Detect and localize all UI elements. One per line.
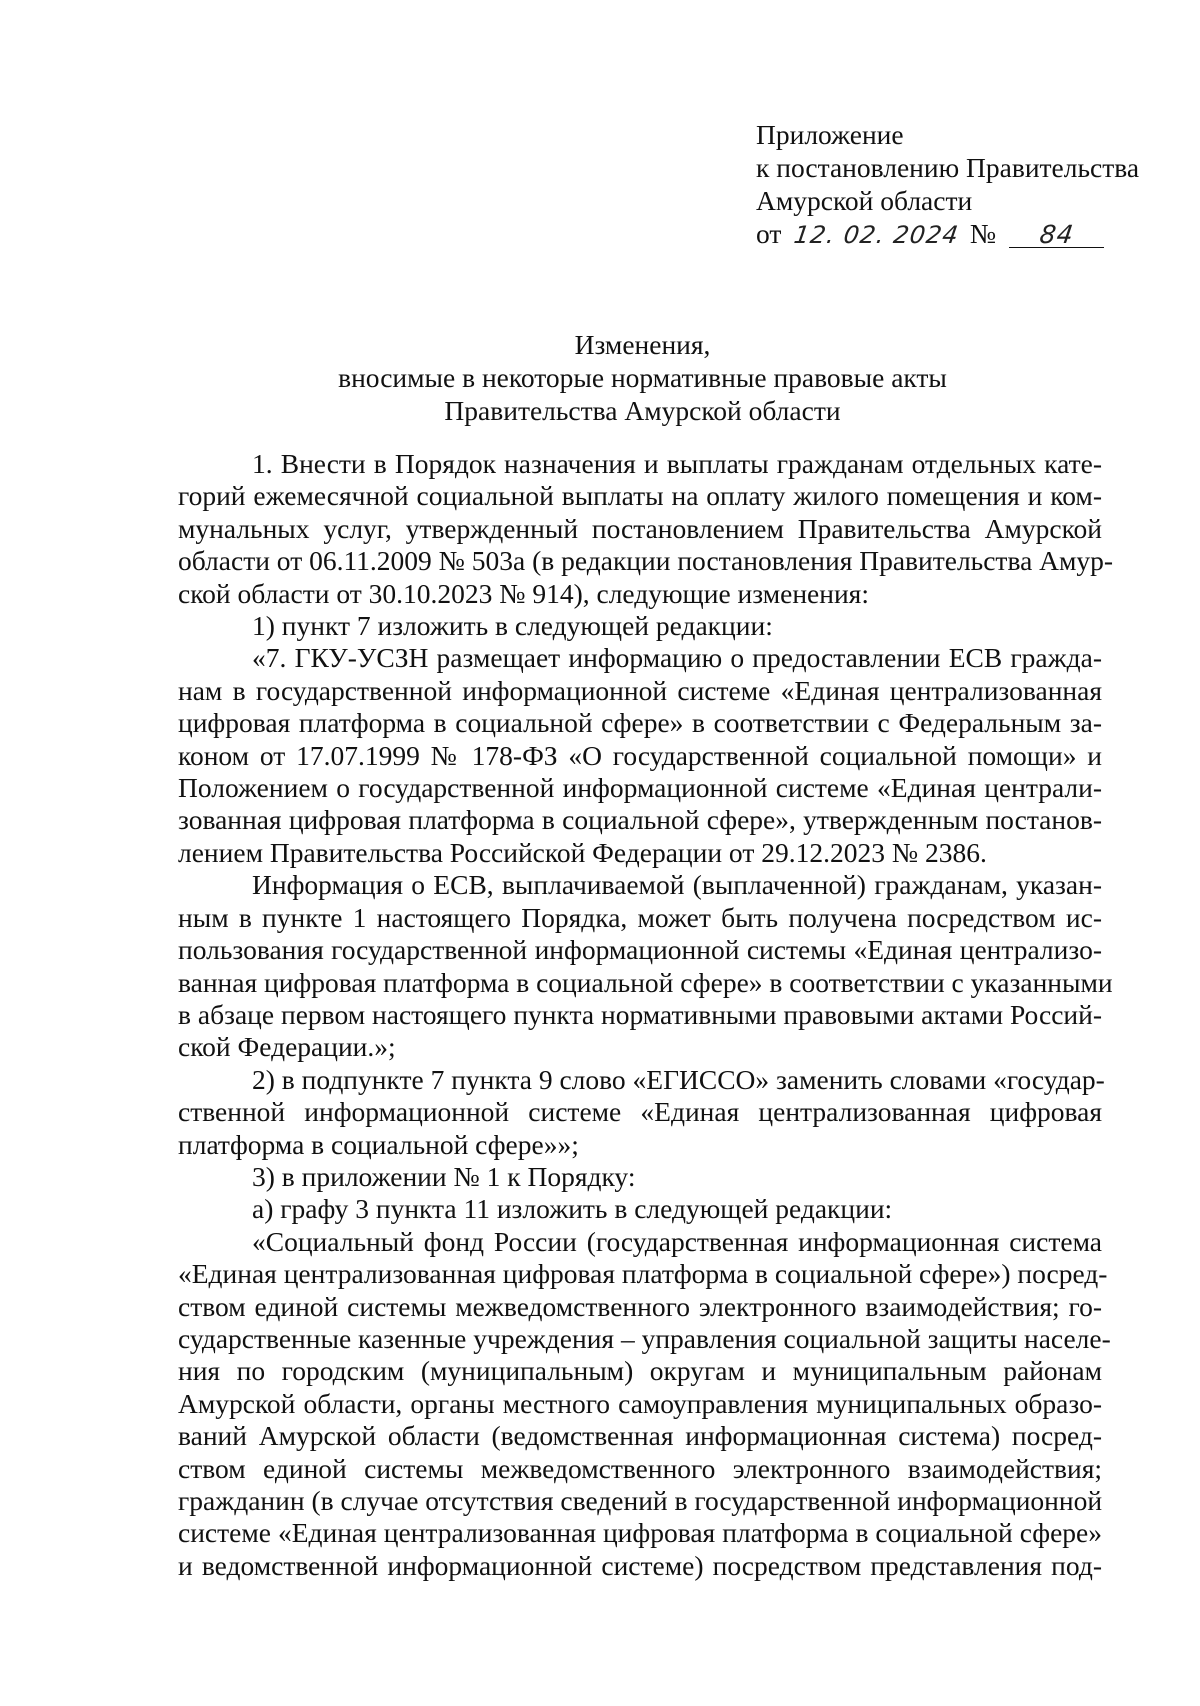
appendix-resolution-line: к постановлению Правительства	[756, 152, 1140, 183]
body-line: ванная цифровая платформа в социальной сфере» в соответствии с указанными	[178, 966, 1113, 998]
body-line: ством единой системы межведомственного электронного взаимодействия;	[178, 1452, 1102, 1484]
body-line: ской области от 30.10.2023 № 914), следующие изменения:	[178, 577, 869, 609]
body-line: ния по городским (муниципальным) округам и муниципальным районам	[178, 1355, 1102, 1387]
handwritten-number: 84	[1037, 220, 1076, 249]
body-line: мунальных услуг, утвержденный постановлением Правительства Амурской	[178, 512, 1102, 544]
body-line: ской Федерации.»;	[178, 1031, 396, 1063]
body-line: нам в государственной информационной системе «Единая централизованная	[178, 674, 1102, 706]
body-line: Информация о ЕСВ, выплачиваемой (выплаченной) гражданам, указан-	[252, 869, 1102, 901]
body-line: 1. Внести в Порядок назначения и выплаты гражданам отдельных кате-	[252, 448, 1102, 479]
body-line: 3) в приложении № 1 к Порядку:	[252, 1160, 636, 1192]
body-line: горий ежемесячной социальной выплаты на оплату жилого помещения и ком-	[178, 480, 1102, 512]
appendix-header	[756, 118, 1139, 252]
body-line: области от 06.11.2009 № 503а (в редакции постановления Правительства Амур-	[178, 545, 1114, 577]
body-line: платформа в социальной сфере»»;	[178, 1128, 579, 1160]
body-line: а) графу 3 пункта 11 изложить в следующей редакции:	[252, 1193, 893, 1225]
body-line: и ведомственной информационной системе) посредством представления под-	[178, 1549, 1102, 1581]
document-body	[178, 448, 1114, 1582]
appendix-date-row	[756, 217, 1139, 252]
body-line: ным в пункте 1 настоящего Порядка, может быть получена посредством ис-	[178, 901, 1102, 933]
body-line: цифровая платформа в социальной сфере» в соответствии с Федеральным за-	[178, 707, 1102, 739]
body-line: Положением о государственной информационной системе «Единая централи-	[178, 772, 1102, 804]
body-line: «7. ГКУ-УСЗН размещает информацию о предоставлении ЕСВ гражда-	[252, 642, 1102, 674]
body-line: системе «Единая централизованная цифровая платформа в социальной сфере»	[178, 1517, 1102, 1549]
body-line: лением Правительства Российской Федерации от 29.12.2023 № 2386.	[178, 836, 987, 868]
title-line-2: вносимые в некоторые нормативные правовые акты	[338, 362, 947, 393]
date-prefix: от	[756, 218, 782, 249]
document-title	[180, 328, 1105, 427]
number-label: №	[969, 218, 997, 249]
body-line: коном от 17.07.1999 № 178-ФЗ «О государственной социальной помощи» и	[178, 739, 1102, 771]
body-line: «Единая централизованная цифровая платформа в социальной сфере») посред-	[178, 1258, 1108, 1290]
title-line-1: Изменения,	[574, 329, 711, 360]
body-line: 1) пункт 7 изложить в следующей редакции:	[252, 610, 773, 642]
handwritten-date: 12. 02. 2024	[792, 221, 961, 249]
body-line: ством единой системы межведомственного электронного взаимодействия; го-	[178, 1290, 1102, 1322]
body-line: 2) в подпункте 7 пункта 9 слово «ЕГИССО» заменить словами «государ-	[252, 1063, 1105, 1095]
number-field	[1009, 217, 1104, 248]
appendix-title: Приложение	[756, 119, 904, 150]
body-line: сударственные казенные учреждения – управления социальной защиты населе-	[178, 1322, 1111, 1354]
body-line: ственной информационной системе «Единая централизованная цифровая	[178, 1096, 1102, 1128]
title-line-3: Правительства Амурской области	[444, 395, 841, 426]
appendix-region-line: Амурской области	[756, 185, 973, 216]
body-line: ваний Амурской области (ведомственная информационная система) посред-	[178, 1420, 1102, 1452]
body-line: Амурской области, органы местного самоуправления муниципальных образо-	[178, 1387, 1102, 1419]
body-line: «Социальный фонд России (государственная информационная система	[252, 1225, 1102, 1257]
body-line: зованная цифровая платформа в социальной сфере», утвержденным постанов-	[178, 804, 1102, 836]
body-line: гражданин (в случае отсутствия сведений в государственной информационной	[178, 1485, 1103, 1516]
body-line: пользования государственной информационной системы «Единая централизо-	[178, 934, 1102, 966]
body-line: в абзаце первом настоящего пункта нормативными правовыми актами Россий-	[178, 998, 1102, 1030]
